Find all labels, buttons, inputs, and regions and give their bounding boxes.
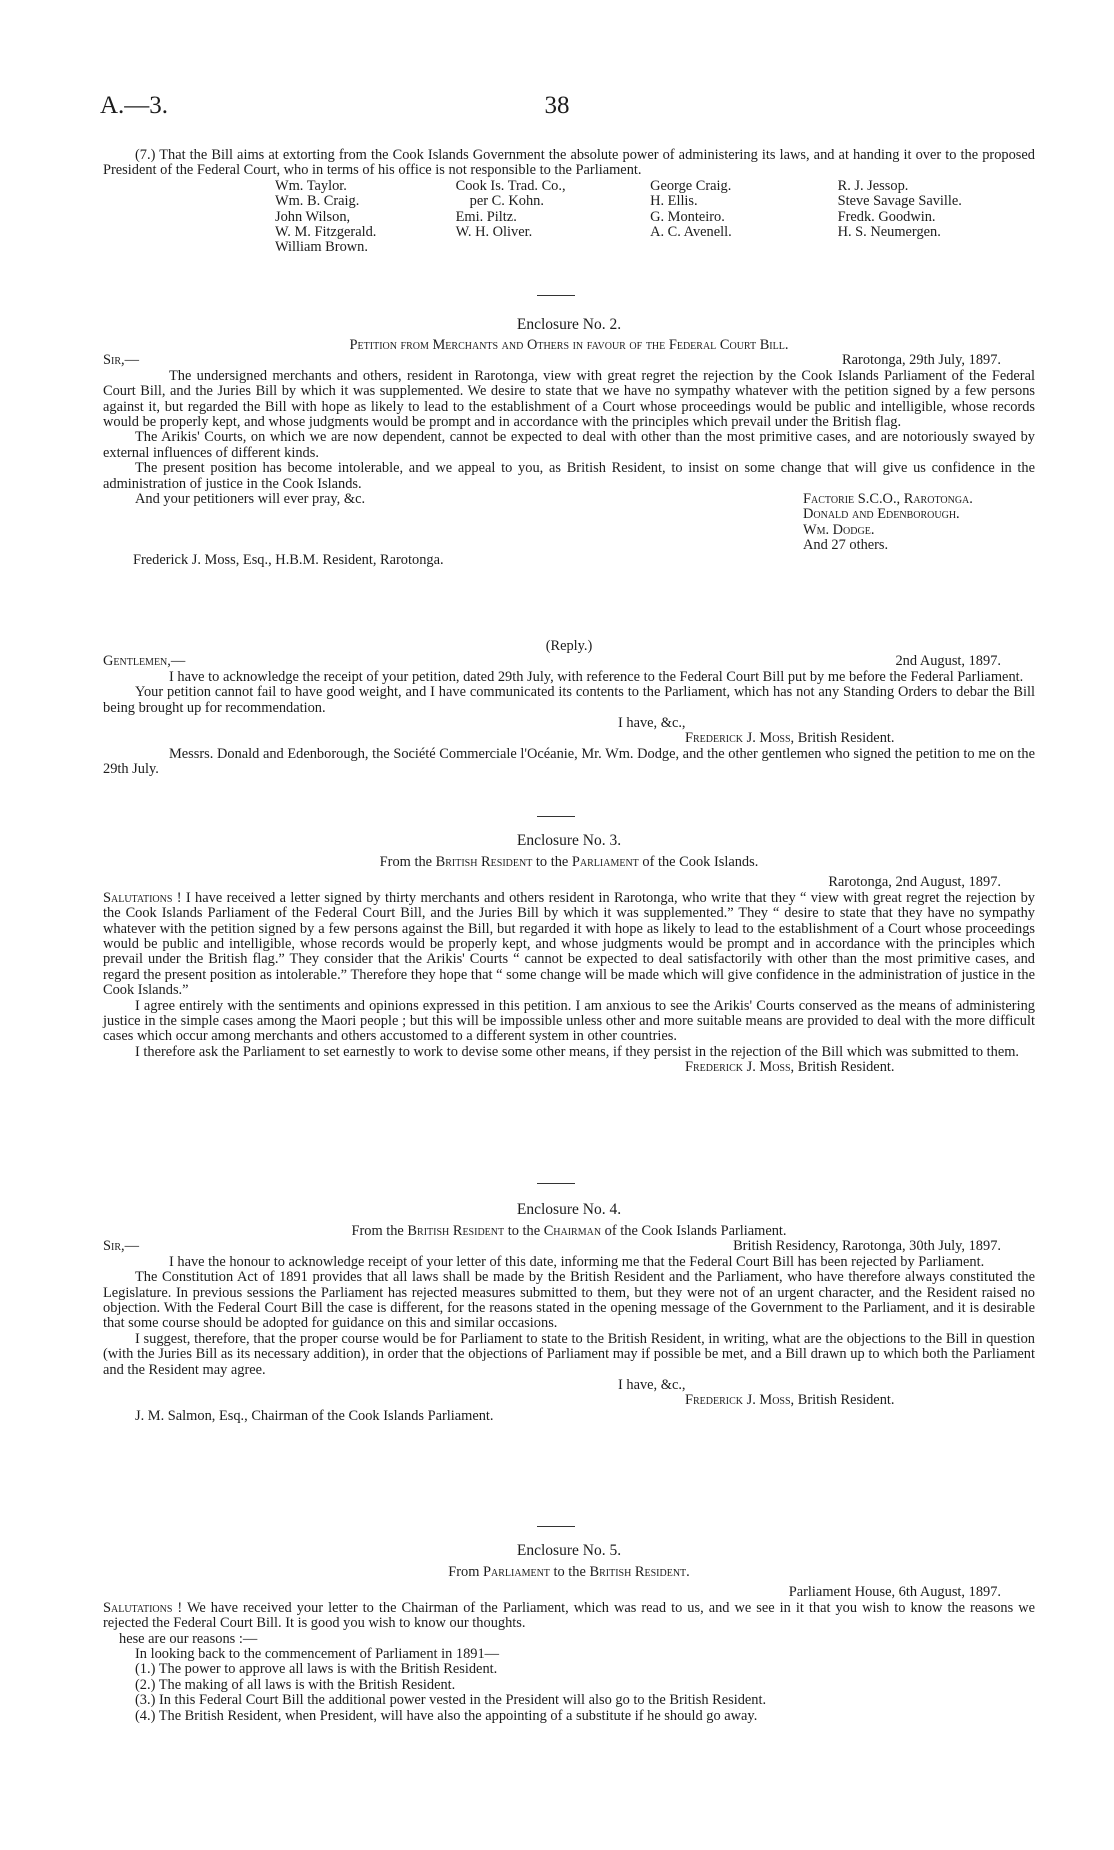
signature: H. S. Neumergen. (837, 224, 941, 241)
signature-line (103, 731, 1035, 746)
place-date: British Residency, Rarotonga, 30th July, 1897. (733, 1238, 1001, 1255)
paragraph: I suggest, therefore, that the proper course would be for Parliament to state to the British Resident, in writing, what are the objections to the Bill in question (with the Juries Bill as its necessary addition), in order that the objections of Parliament may if possible be met, and a Bill drawn up to which both the Parliament and the Resident may agree. (103, 1330, 1035, 1378)
from-to-text: . (686, 1564, 690, 1580)
section-divider (537, 1526, 575, 1527)
list-item: (4.) The British Resident, when President, will have also the appointing of a substitute if he should go away. (135, 1707, 758, 1724)
list-item: (2.) The making of all laws is with the British Resident. (135, 1676, 456, 1693)
paragraph: The Constitution Act of 1891 provides that all laws shall be made by the British Resident and the Parliament, who have therefore always constituted the Legislature. In previous sessions the Parliament has rejected measures submitted to them, but they were not of an urgent character, and the Resident raised no objection. With the Federal Court Bill the case is different, for the reasons stated in the opening message of the Government to the Parliament, and it is desirable that some course should be adopted for guidance on this and similar occasions. (103, 1269, 1035, 1332)
paragraph: Your petition cannot fail to have good weight, and I have communicated its contents to the Parliament, which has not any Standing Orders to debar the Bill being brought up for recommendation. (103, 684, 1035, 716)
section-divider (537, 1183, 575, 1184)
from-to-text: of the Cook Islands. (638, 854, 759, 870)
reply (103, 639, 1035, 778)
enclosure-heading: Enclosure No. 2. (516, 316, 622, 333)
from-to-text: to the (532, 854, 572, 870)
date: 2nd August, 1897. (895, 653, 1001, 670)
section-divider (537, 295, 575, 296)
signature-line (103, 1060, 1035, 1075)
signature: Wm. B. Craig. (275, 193, 360, 210)
paragraph: I agree entirely with the sentiments and opinions expressed in this petition. I am anxious to see the Arikis' Courts conserved as the means of administering justice in the simple cases among the Maori people ; but this will be impossible unless other and more suitable means are provided to deal with the more difficult cases which occur among merchants and others accustomed to a different system in other countries. (103, 997, 1035, 1045)
paragraph: The present position has become intolerable, and we appeal to you, as British Resident, to insist on some change that will give us confidence in the administration of justice in the Cook Islands. (103, 460, 1035, 492)
signature-title: British Resident. (797, 730, 895, 747)
from-to-line (103, 1224, 1035, 1239)
enclosure-2 (103, 316, 1035, 569)
enclosure-heading: Enclosure No. 4. (516, 1201, 622, 1218)
paragraph: I have the honour to acknowledge receipt of your letter of this date, informing me that the Federal Court Bill has been rejected by Parliament. (169, 1253, 985, 1270)
signature-column (838, 179, 1035, 256)
salutation: Gentlemen,— (103, 653, 186, 670)
signature: Fredk. Goodwin. (837, 208, 936, 225)
signature-name: Frederick J. Moss, (685, 1059, 795, 1076)
signature: Wm. Taylor. (275, 177, 347, 194)
from-to-recipient: British Resident (589, 1564, 687, 1580)
salutation: Sir,— (103, 352, 139, 369)
signature: John Wilson, (275, 208, 351, 225)
section-divider (537, 816, 575, 817)
lead-line: In looking back to the commencement of Parliament in 1891— (135, 1646, 500, 1663)
closing-line: I have, &c., (618, 715, 686, 732)
paragraph: The undersigned merchants and others, resident in Rarotonga, view with great regret the rejection by the Cook Islands Parliament of the Federal Court Bill, and the Juries Bill by which it was supplemented. We desire to state that we have no sympathy whatever with the petition signed by a few persons against it, but regarded the Bill with hope as likely to lead to the establishment of a Court whose proceedings would be public and intelligible, whose records would be properly kept, and whose judgments would be prompt and in accordance with the principles which prevail under the British flag. (103, 367, 1035, 431)
paragraph (103, 1601, 1035, 1632)
signature: H. Ellis. (650, 193, 698, 210)
paragraph: (7.) That the Bill aims at extorting from the Cook Islands Government the absolute power of administering its laws, and at handing it over to the proposed President of the Federal Court, who in terms of his office is not responsible to the Parliament. (103, 147, 1035, 179)
salutation: Sir,— (103, 1238, 139, 1255)
signature: A. C. Avenell. (650, 224, 732, 241)
enclosure-heading: Enclosure No. 3. (516, 832, 622, 849)
signer: Donald and Edenborough. (803, 506, 960, 523)
from-to-line (103, 1565, 1035, 1580)
place-date: Parliament House, 6th August, 1897. (788, 1584, 1001, 1601)
from-to-sender: British Resident (435, 854, 533, 870)
closing-signers-row (103, 492, 1035, 569)
signature-title: British Resident. (797, 1059, 895, 1076)
signature-column (456, 179, 650, 256)
signature-line (103, 1393, 1035, 1408)
from-to-text: From (448, 1564, 484, 1580)
petition-against-end (103, 148, 1035, 256)
salutation: Salutations ! (103, 889, 182, 906)
from-to-sender: British Resident (407, 1223, 505, 1239)
enclosure-heading: Enclosure No. 5. (516, 1542, 622, 1559)
list-item: (1.) The power to approve all laws is with the British Resident. (135, 1661, 498, 1678)
from-to-text: to the (549, 1564, 590, 1580)
reasons-line: hese are our reasons :— (119, 1630, 258, 1647)
signer: And 27 others. (803, 537, 889, 554)
page-number: 38 (544, 92, 570, 119)
addressees: Messrs. Donald and Edenborough, the Société Commerciale l'Océanie, Mr. Wm. Dodge, and the other gentlemen who signed the petition to me on the 29th July. (103, 745, 1035, 778)
paragraph-text: I have received a letter signed by thirty merchants and others resident in Rarotonga, who write that they “ view with great regret the rejection by the Cook Islands Parliament of the Federal Court Bill, and the Juries Bill by which it was supplemented.” They “ desire to state that they have no sympathy whatever with the petition signed by a few persons against the Bill, but regarded it with hope as likely to lead to the establishment of a Court whose proceedings would be public and intelligible, whose records would be properly kept, and whose judgments would be prompt and in accordance with the principles which prevail under the British flag.” They consider that the Arikis' Courts “ cannot be expected to deal satisfactorily with other than the most primitive cases, and regard the present position as intolerable.” Therefore they hope that “ some change will be made which will give confidence in the administration of justice in the Cook Islands.” (103, 889, 1035, 999)
closing-block (103, 492, 444, 569)
signature: W. H. Oliver. (455, 224, 533, 241)
closing-line: I have, &c., (618, 1377, 686, 1394)
signature-name: Frederick J. Moss, (685, 1392, 795, 1409)
signer: Factorie S.C.O., Rarotonga. (803, 491, 973, 508)
paragraph: I therefore ask the Parliament to set earnestly to work to devise some other means, if they persist in the rejection of the Bill which was submitted to them. (135, 1043, 1019, 1060)
signature: W. M. Fitzgerald. (275, 224, 377, 241)
signatures-table (275, 179, 1035, 256)
list-item: (3.) In this Federal Court Bill the additional power vested in the President will also go to the British Resident. (135, 1692, 767, 1709)
signature: Emi. Piltz. (455, 208, 517, 225)
document-reference: A.—3. (100, 92, 169, 119)
paragraph: I have to acknowledge the receipt of your petition, dated 29th July, with reference to the Federal Court Bill put by me before the Federal Parliament. (169, 668, 1024, 685)
signature-column (275, 179, 456, 256)
signature-column (650, 179, 838, 256)
paragraph: The Arikis' Courts, on which we are now dependent, cannot be expected to deal with other than the most primitive cases, and are notoriously swayed by external influences of different kinds. (103, 429, 1035, 461)
salutation: Salutations ! (103, 1599, 183, 1616)
from-to-text: of the Cook Islands Parliament. (601, 1223, 787, 1239)
salutation-row (103, 654, 1035, 669)
enclosure-4 (103, 1201, 1035, 1424)
signature: Steve Savage Saville. (837, 193, 962, 210)
paragraph (103, 891, 1035, 999)
salutation-row (103, 1239, 1035, 1254)
enclosure-subheading: Petition from Merchants and Others in favour of the Federal Court Bill. (349, 337, 789, 353)
closing-line: And your petitioners will ever pray, &c. (135, 491, 366, 508)
from-to-text: From the (351, 1223, 408, 1239)
signer: Wm. Dodge. (803, 521, 875, 538)
salutation-row (103, 353, 1035, 368)
addressee: J. M. Salmon, Esq., Chairman of the Cook Islands Parliament. (135, 1407, 494, 1424)
paragraph-text: We have received your letter to the Chairman of the Parliament, which was read to us, and we see in it that you wish to know the reasons we rejected the Federal Court Bill. It is good you wish to know our thoughts. (103, 1599, 1035, 1632)
signature: G. Monteiro. (650, 208, 725, 225)
place-date: Rarotonga, 2nd August, 1897. (828, 874, 1001, 891)
place-date: Rarotonga, 29th July, 1897. (842, 352, 1001, 369)
signature-title: British Resident. (797, 1392, 895, 1409)
from-to-recipient: Chairman (543, 1223, 602, 1239)
addressee: Frederick J. Moss, Esq., H.B.M. Resident, Rarotonga. (133, 552, 444, 569)
from-to-text: From the (379, 854, 436, 870)
signature: R. J. Jessop. (837, 177, 909, 194)
enclosure-5 (103, 1542, 1035, 1724)
signature: per C. Kohn. (469, 193, 544, 210)
from-to-sender: Parliament (483, 1564, 550, 1580)
signature: George Craig. (650, 177, 732, 194)
from-to-text: to the (504, 1223, 544, 1239)
from-to-line (103, 855, 1035, 870)
enclosure-3 (103, 832, 1035, 1076)
signature: Cook Is. Trad. Co., (455, 177, 566, 194)
from-to-recipient: Parliament (571, 854, 639, 870)
signature: William Brown. (275, 239, 368, 256)
signers-block (803, 492, 1035, 554)
reply-heading: (Reply.) (545, 638, 593, 654)
signature-name: Frederick J. Moss, (685, 730, 795, 747)
